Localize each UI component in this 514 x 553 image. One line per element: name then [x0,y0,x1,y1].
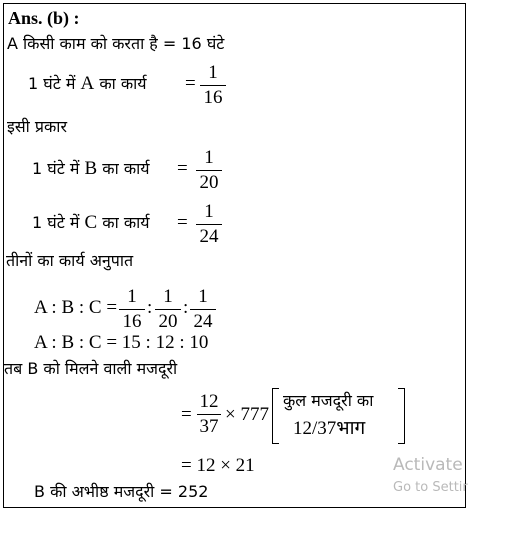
b-wage-heading: तब B को मिलने वाली मजदूरी [4,359,178,378]
answer-label: Ans. (b) : [8,8,80,28]
ratio-fraction-b: 1 20 [155,286,181,333]
a-hour-work-label: 1 घंटे में A का कार्य [28,73,147,94]
a-work-statement: A किसी काम को करता है = 16 घंटे [7,34,225,53]
wage-step: = 12 × 21 [181,455,255,476]
ratio-fraction-c: 1 24 [190,286,216,333]
wage-multiplier: × 777 [225,404,269,425]
ratio-sep-2: : [183,297,189,318]
wage-fraction: 12 37 [197,391,221,438]
activate-watermark: Activate [393,455,463,475]
ratio-sep-1: : [147,297,153,318]
b-hour-work-label: 1 घंटे में B का कार्य [32,158,150,179]
settings-watermark: Go to Settir [393,480,468,495]
b-hour-work-eq: = [177,158,188,179]
c-hour-work-label: 1 घंटे में C का कार्य [32,212,150,233]
wage-eq: = [181,404,192,425]
c-hour-work-eq: = [177,212,188,233]
ratio-heading: तीनों का कार्य अनुपात [6,251,134,270]
bracket-bottom-text: 12/37भाग [293,418,366,439]
bracket-top-text: कुल मजदूरी का [283,391,374,410]
similarly-text: इसी प्रकार [7,117,67,136]
a-hour-fraction: 1 16 [200,62,226,109]
right-bracket [398,388,405,444]
ratio-lhs: A : B : C = [34,297,118,318]
ratio-fraction-a: 1 16 [119,286,145,333]
b-hour-fraction: 1 20 [196,147,222,194]
c-hour-fraction: 1 24 [196,201,222,248]
a-hour-work-eq: = [185,73,196,94]
ratio-simplified: A : B : C = 15 : 12 : 10 [34,332,209,353]
wage-final: B की अभीष्ठ मजदूरी = 252 [34,482,209,501]
left-bracket [272,388,279,444]
